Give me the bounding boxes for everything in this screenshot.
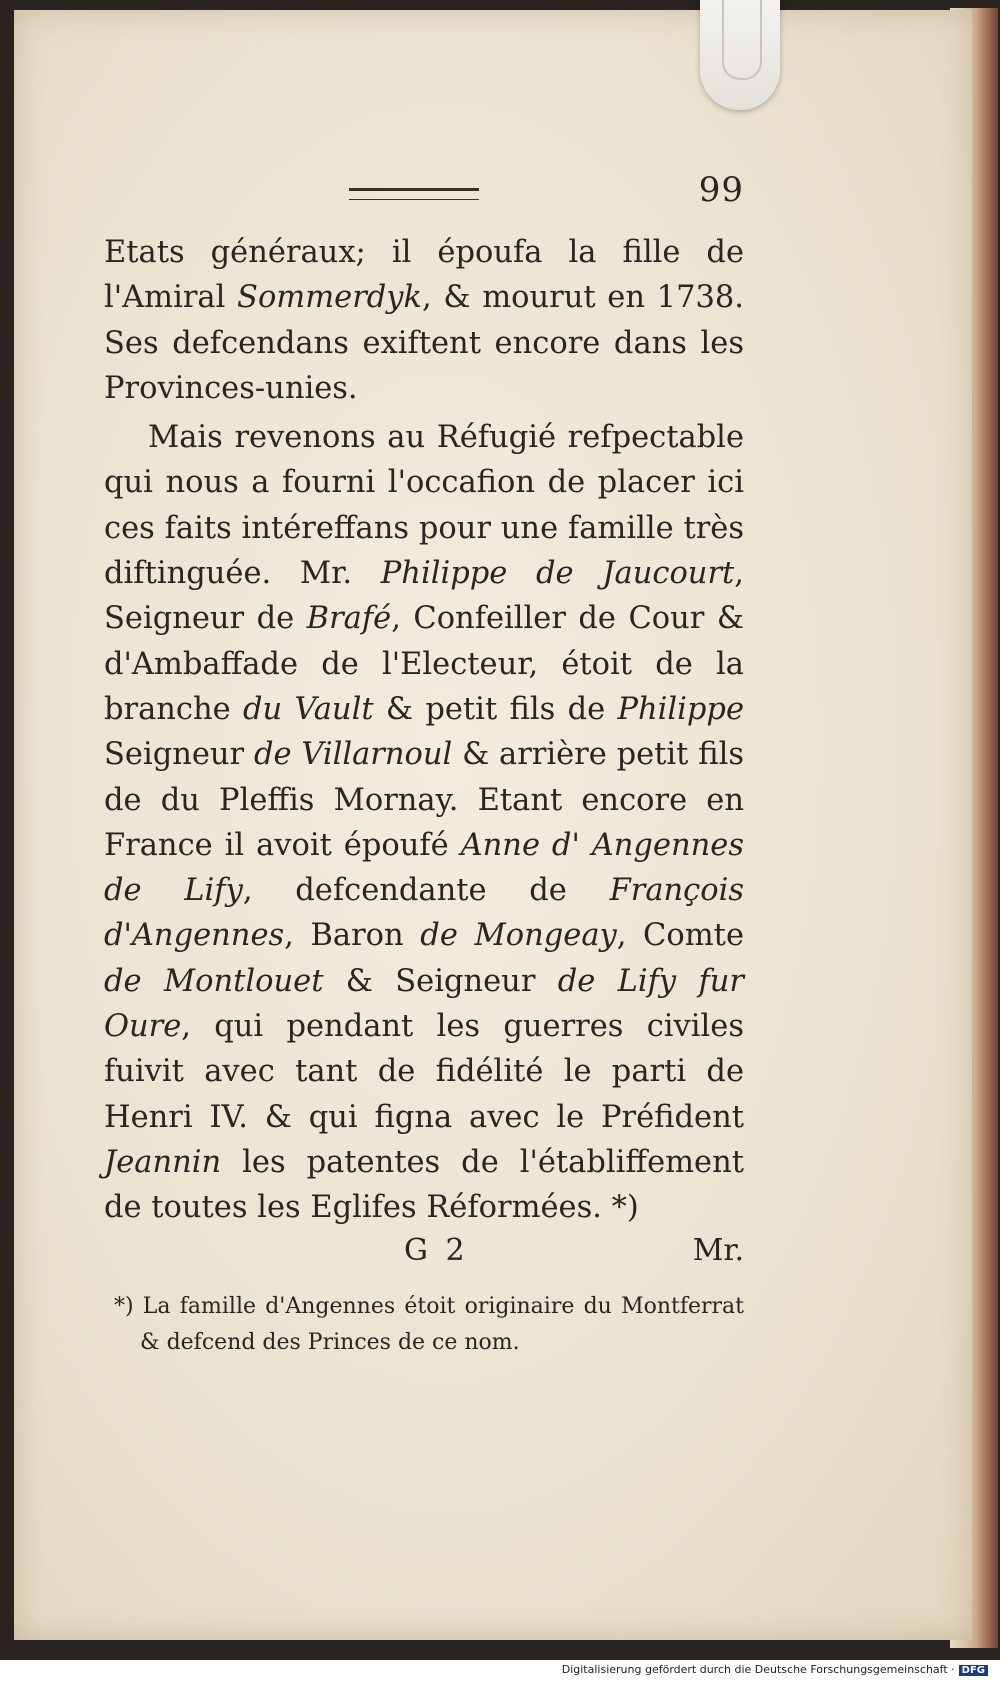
text-run: les patentes de l'établiffement de toutes les Eglifes Réformées. *) [104,1144,744,1226]
signature-mark: G 2 [404,1232,469,1268]
italic-run: de Villarnoul [253,737,453,773]
italic-run: de Lify fur Oure [104,963,744,1045]
italic-run: Philippe [617,691,744,727]
clip-inner [722,0,762,80]
text-run: Mais revenons au Réfugié refpectable qui nous a fourni l'occafion de placer ici ces faits intéreffans pour une famille très diftinguée. Mr. [104,420,744,592]
text-run: , Baron [284,918,421,954]
paragraph-1 [104,230,744,411]
footnote: *) La famille d'Angennes étoit originaire du Montferrat & defcend des Princes de ce nom. [114,1293,744,1355]
page-header [104,170,744,230]
catchword: Mr. [692,1232,744,1268]
italic-run: Sommerdyk [237,280,423,316]
italic-run: Jeannin [104,1144,222,1180]
text-run: , Comte [616,918,744,954]
page-number: 99 [698,170,744,210]
italic-run: de Montlouet [104,963,324,999]
text-run: Etats généraux; il époufa la fille de l'Amiral [104,235,744,316]
italic-run: Philippe de Jaucourt [380,556,735,592]
text-run: & arrière petit fils de du Pleffis Mornay. Etant encore en France il avoit époufé [104,737,744,863]
header-rule [349,188,479,200]
text-run: & petit fils de [373,691,618,727]
italic-run: François d'Angennes [104,873,744,954]
bookmark-clip [700,0,780,110]
digitization-credit [0,1663,988,1685]
signature-row [104,1233,744,1279]
text-run: , Seigneur de [104,556,744,637]
text-run: , & mourut en 1738. Ses defcendans exiftent encore dans les Provinces-unies. [104,280,744,406]
book-page [14,10,972,1640]
italic-run: Brafé [306,601,392,637]
text-run: , defcendante de [242,873,610,909]
italic-run: Anne d' Angennes de Lify [104,827,744,909]
text-run: Seigneur [104,737,254,773]
text-run: , Confeiller de Cour & d'Ambaffade de l'Electeur, étoit de la branche [104,601,744,727]
credit-text: Digitalisierung gefördert durch die Deutsche Forschungsgemeinschaft · [561,1663,955,1676]
dfg-logo: DFG [959,1665,988,1676]
paragraph-2 [104,415,744,1230]
text-run: , qui pendant les guerres civiles fuivit avec tant de fidélité le parti de Henri IV. & qui figna avec le Préfident [104,1009,744,1135]
italic-run: du Vault [243,691,374,727]
text-block [104,170,744,1361]
text-run: & Seigneur [323,963,558,999]
italic-run: de Mongeay [420,918,617,954]
